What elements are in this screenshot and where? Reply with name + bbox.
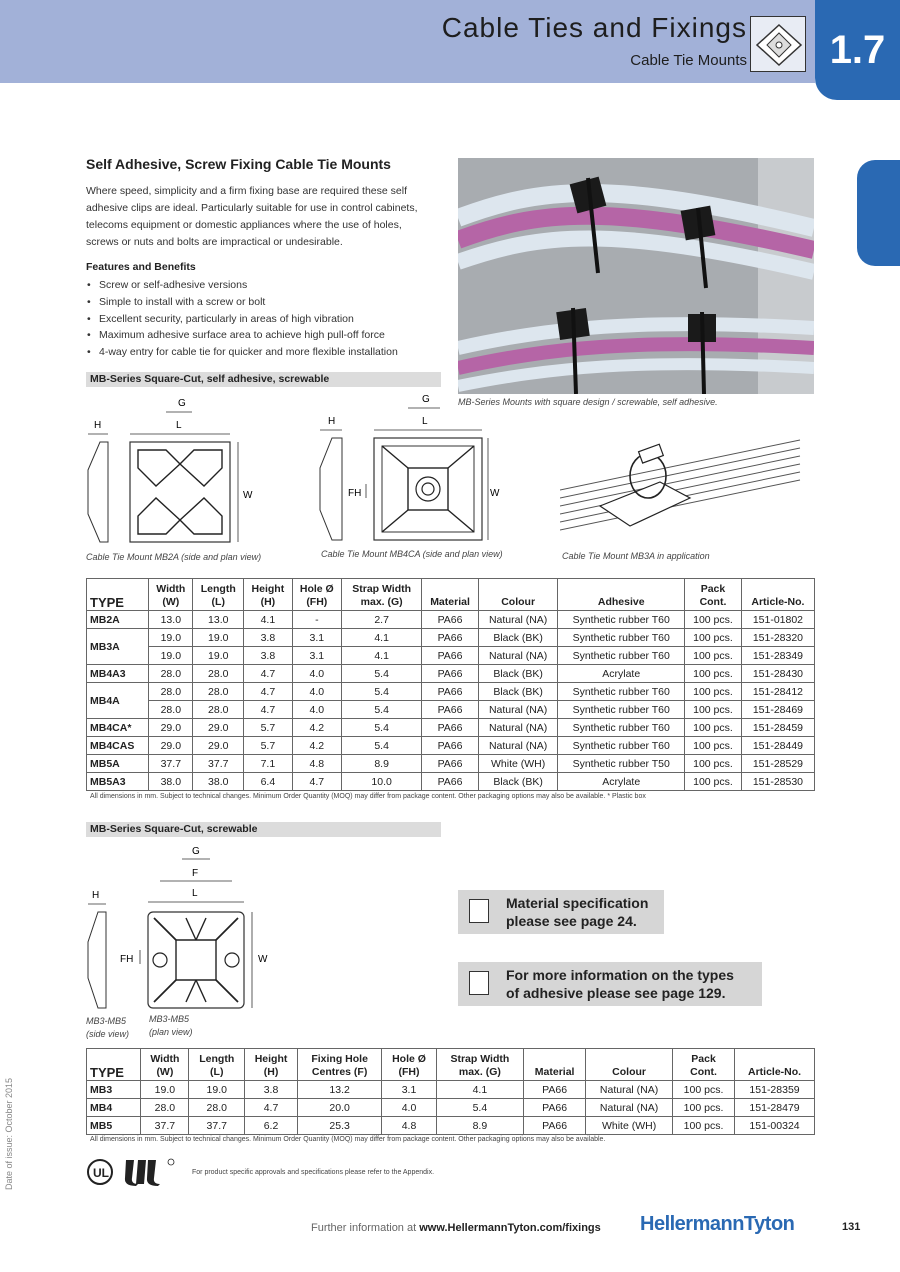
cell-mat: PA66 [422, 683, 479, 701]
mb4ca-drawing [318, 390, 508, 550]
list-item: • Maximum adhesive surface area to achieve high pull-off force [86, 327, 398, 344]
spec-table-self-adhesive [86, 578, 815, 791]
cell-mat: PA66 [422, 755, 479, 773]
issue-date: Date of issue: October 2015 [4, 1077, 14, 1190]
cell-w: 19.0 [141, 1081, 189, 1099]
features-list [86, 277, 398, 361]
cell-h: 4.7 [244, 683, 292, 701]
col-height: Height (H) [244, 579, 292, 611]
cell-mat: PA66 [422, 737, 479, 755]
cell-l: 28.0 [193, 701, 244, 719]
cell-h: 6.2 [245, 1117, 298, 1135]
cell-art: 151-28530 [741, 773, 814, 791]
cell-g: 5.4 [342, 701, 422, 719]
table-row [87, 1117, 815, 1135]
cell-col: Natural (NA) [478, 701, 557, 719]
cell-w: 19.0 [149, 647, 193, 665]
cell-col: White (WH) [586, 1117, 673, 1135]
col-colour: Colour [478, 579, 557, 611]
cell-type: MB5A [87, 755, 149, 773]
col-article: Article-No. [741, 579, 814, 611]
cell-h: 3.8 [244, 647, 292, 665]
cell-fh: 4.0 [292, 701, 342, 719]
dim-label-fh: FH [348, 488, 362, 499]
cell-fh: 4.2 [292, 737, 342, 755]
table-body [87, 1081, 815, 1135]
cell-art: 151-01802 [741, 611, 814, 629]
cell-g: 4.1 [342, 629, 422, 647]
cell-pack: 100 pcs. [685, 683, 742, 701]
col-adhesive: Adhesive [558, 579, 685, 611]
table-header-row [87, 1049, 815, 1081]
cell-g: 8.9 [436, 1117, 523, 1135]
table-row [87, 719, 815, 737]
cell-col: Natural (NA) [586, 1081, 673, 1099]
dim-label-l: L [192, 888, 198, 899]
section-number-tab: 1.7 [815, 0, 900, 100]
cell-h: 3.8 [244, 629, 292, 647]
col-hole: Hole Ø (FH) [382, 1049, 436, 1081]
cell-l: 28.0 [193, 665, 244, 683]
caption-plan-view: MB3-MB5 (plan view) [149, 1014, 193, 1037]
cell-col: Black (BK) [478, 773, 557, 791]
caption-mb2a: Cable Tie Mount MB2A (side and plan view) [86, 552, 262, 562]
table1-footnote: All dimensions in mm. Subject to technical changes. Minimum Order Quantity (MOQ) may differ from package content. Other packaging options may also be available. * Plastic box [90, 793, 646, 800]
col-fixing: Fixing Hole Centres (F) [297, 1049, 382, 1081]
dim-label-h: H [92, 890, 100, 901]
cell-fh: 4.2 [292, 719, 342, 737]
cell-w: 28.0 [149, 665, 193, 683]
cell-h: 4.7 [245, 1099, 298, 1117]
list-item: • Simple to install with a screw or bolt [86, 294, 398, 311]
cell-fh: 3.1 [382, 1081, 436, 1099]
dim-label-w: W [490, 488, 500, 499]
cell-l: 28.0 [193, 683, 244, 701]
col-pack: Pack Cont. [685, 579, 742, 611]
ul-logos [86, 1156, 186, 1190]
table-row [87, 1081, 815, 1099]
product-photo [458, 158, 814, 394]
cell-art: 151-28412 [741, 683, 814, 701]
cell-pack: 100 pcs. [685, 647, 742, 665]
cell-fh: 3.1 [292, 647, 342, 665]
cell-type: MB4A3 [87, 665, 149, 683]
cell-l: 37.7 [193, 755, 244, 773]
dim-label-l: L [176, 420, 182, 431]
table-header-row [87, 579, 815, 611]
cell-type: MB4 [87, 1099, 141, 1117]
cell-l: 28.0 [189, 1099, 245, 1117]
cable-tie-mount-icon [750, 16, 806, 72]
cell-pack: 100 pcs. [685, 737, 742, 755]
cell-mat: PA66 [422, 611, 479, 629]
col-length: Length (L) [189, 1049, 245, 1081]
cell-l: 29.0 [193, 719, 244, 737]
caption-side-view: MB3-MB5 (side view) [86, 1016, 130, 1039]
col-type: TYPE [87, 579, 149, 611]
cell-type: MB3A [87, 629, 149, 665]
dim-label-h: H [328, 416, 336, 427]
cell-h: 3.8 [245, 1081, 298, 1099]
dim-label-w: W [258, 954, 268, 965]
list-item: • Screw or self-adhesive versions [86, 277, 398, 294]
col-material: Material [524, 1049, 586, 1081]
page-subtitle: Cable Tie Mounts [630, 52, 747, 69]
cell-art: 151-00324 [735, 1117, 815, 1135]
col-height: Height (H) [245, 1049, 298, 1081]
cell-col: Black (BK) [478, 665, 557, 683]
col-width: Width (W) [149, 579, 193, 611]
cell-g: 5.4 [436, 1099, 523, 1117]
cell-type: MB3 [87, 1081, 141, 1099]
cell-g: 4.1 [436, 1081, 523, 1099]
info-box-adhesive: For more information on the types of adhesive please see page 129. [458, 962, 762, 1006]
cell-col: Natural (NA) [586, 1099, 673, 1117]
cell-h: 6.4 [244, 773, 292, 791]
caption-mb3a: Cable Tie Mount MB3A in application [562, 551, 710, 561]
cell-art: 151-28320 [741, 629, 814, 647]
cell-l: 29.0 [193, 737, 244, 755]
document-icon [469, 899, 489, 923]
cell-col: Natural (NA) [478, 611, 557, 629]
cell-type: MB4A [87, 683, 149, 719]
cell-h: 4.7 [244, 701, 292, 719]
cell-w: 28.0 [141, 1099, 189, 1117]
cell-type: MB4CAS [87, 737, 149, 755]
cell-g: 2.7 [342, 611, 422, 629]
cell-pack: 100 pcs. [673, 1117, 735, 1135]
col-article: Article-No. [735, 1049, 815, 1081]
table-row [87, 647, 815, 665]
table-row [87, 611, 815, 629]
cell-g: 5.4 [342, 665, 422, 683]
list-item: • Excellent security, particularly in areas of high vibration [86, 311, 398, 328]
cell-w: 37.7 [141, 1117, 189, 1135]
brand-logo: HellermannTyton [640, 1213, 795, 1235]
col-hole: Hole Ø (FH) [292, 579, 342, 611]
spec-table-screwable [86, 1048, 815, 1135]
cell-col: Black (BK) [478, 683, 557, 701]
dim-label-l: L [422, 416, 428, 427]
section-heading: Self Adhesive, Screw Fixing Cable Tie Mounts [86, 156, 391, 172]
cell-mat: PA66 [524, 1117, 586, 1135]
cell-w: 37.7 [149, 755, 193, 773]
cell-type: MB4CA* [87, 719, 149, 737]
cell-mat: PA66 [422, 647, 479, 665]
cell-mat: PA66 [524, 1081, 586, 1099]
cell-pack: 100 pcs. [685, 701, 742, 719]
cell-art: 151-28469 [741, 701, 814, 719]
dim-label-h: H [94, 420, 102, 431]
cell-l: 37.7 [189, 1117, 245, 1135]
cell-h: 4.7 [244, 665, 292, 683]
dim-label-g: G [422, 394, 430, 405]
cell-adh: Synthetic rubber T60 [558, 737, 685, 755]
cell-adh: Synthetic rubber T60 [558, 719, 685, 737]
dim-label-f: F [192, 868, 199, 879]
cell-adh: Acrylate [558, 773, 685, 791]
col-colour: Colour [586, 1049, 673, 1081]
cell-type: MB2A [87, 611, 149, 629]
cell-w: 28.0 [149, 683, 193, 701]
cell-fh: 4.8 [292, 755, 342, 773]
cell-mat: PA66 [422, 629, 479, 647]
cell-g: 10.0 [342, 773, 422, 791]
cell-adh: Synthetic rubber T50 [558, 755, 685, 773]
cell-w: 28.0 [149, 701, 193, 719]
cell-h: 5.7 [244, 737, 292, 755]
cell-g: 4.1 [342, 647, 422, 665]
mb3-mb5-drawing [86, 842, 276, 1018]
cell-art: 151-28459 [741, 719, 814, 737]
cell-l: 38.0 [193, 773, 244, 791]
cell-adh: Synthetic rubber T60 [558, 683, 685, 701]
cell-adh: Synthetic rubber T60 [558, 611, 685, 629]
cell-l: 19.0 [193, 629, 244, 647]
table-body [87, 611, 815, 791]
cell-col: White (WH) [478, 755, 557, 773]
cell-w: 29.0 [149, 719, 193, 737]
cell-art: 151-28449 [741, 737, 814, 755]
section1-label: MB-Series Square-Cut, self adhesive, screwable [86, 372, 441, 387]
dim-label-g: G [192, 846, 200, 857]
cell-l: 19.0 [189, 1081, 245, 1099]
cell-pack: 100 pcs. [673, 1081, 735, 1099]
cell-pack: 100 pcs. [685, 629, 742, 647]
cell-art: 151-28359 [735, 1081, 815, 1099]
cell-w: 38.0 [149, 773, 193, 791]
cell-pack: 100 pcs. [685, 665, 742, 683]
cell-g: 5.4 [342, 719, 422, 737]
cell-mat: PA66 [422, 701, 479, 719]
approval-note: For product specific approvals and specifications please refer to the Appendix. [192, 1169, 435, 1176]
cell-pack: 100 pcs. [685, 719, 742, 737]
cell-type: MB5 [87, 1117, 141, 1135]
cell-art: 151-28349 [741, 647, 814, 665]
col-length: Length (L) [193, 579, 244, 611]
cell-f: 25.3 [297, 1117, 382, 1135]
table-row [87, 629, 815, 647]
dim-label-g: G [178, 398, 186, 409]
cell-adh: Acrylate [558, 665, 685, 683]
cell-h: 4.1 [244, 611, 292, 629]
cell-mat: PA66 [422, 665, 479, 683]
list-item: • 4-way entry for cable tie for quicker and more flexible installation [86, 344, 398, 361]
cell-w: 29.0 [149, 737, 193, 755]
cell-g: 8.9 [342, 755, 422, 773]
cell-col: Black (BK) [478, 629, 557, 647]
cell-col: Natural (NA) [478, 737, 557, 755]
cell-l: 13.0 [193, 611, 244, 629]
table-row [87, 773, 815, 791]
cell-w: 13.0 [149, 611, 193, 629]
cell-fh: 4.0 [292, 665, 342, 683]
photo-caption: MB-Series Mounts with square design / screwable, self adhesive. [458, 397, 718, 407]
cell-col: Natural (NA) [478, 647, 557, 665]
cell-f: 13.2 [297, 1081, 382, 1099]
col-material: Material [422, 579, 479, 611]
cell-mat: PA66 [422, 773, 479, 791]
cell-adh: Synthetic rubber T60 [558, 629, 685, 647]
footer-info: Further information at www.HellermannTyton.com/fixings [311, 1222, 601, 1234]
document-icon [469, 971, 489, 995]
cell-fh: - [292, 611, 342, 629]
cell-fh: 4.8 [382, 1117, 436, 1135]
cell-g: 5.4 [342, 737, 422, 755]
svg-text:UL: UL [93, 1166, 109, 1180]
cell-col: Natural (NA) [478, 719, 557, 737]
dim-label-fh: FH [120, 954, 134, 965]
page-number: 131 [842, 1221, 861, 1233]
cell-art: 151-28529 [741, 755, 814, 773]
table-row [87, 683, 815, 701]
features-heading: Features and Benefits [86, 261, 196, 273]
cell-pack: 100 pcs. [673, 1099, 735, 1117]
cell-mat: PA66 [422, 719, 479, 737]
cell-art: 151-28430 [741, 665, 814, 683]
col-width: Width (W) [141, 1049, 189, 1081]
cell-h: 5.7 [244, 719, 292, 737]
page-title: Cable Ties and Fixings [441, 12, 747, 43]
mb3a-application-drawing [560, 430, 810, 550]
footer-link[interactable]: www.HellermannTyton.com/fixings [419, 1222, 601, 1234]
cell-adh: Synthetic rubber T60 [558, 647, 685, 665]
col-strap: Strap Width max. (G) [436, 1049, 523, 1081]
caption-mb4ca: Cable Tie Mount MB4CA (side and plan view) [321, 549, 503, 559]
cell-l: 19.0 [193, 647, 244, 665]
cell-art: 151-28479 [735, 1099, 815, 1117]
cell-type: MB5A3 [87, 773, 149, 791]
table-row [87, 665, 815, 683]
cell-mat: PA66 [524, 1099, 586, 1117]
cell-w: 19.0 [149, 629, 193, 647]
cell-pack: 100 pcs. [685, 755, 742, 773]
intro-paragraph: Where speed, simplicity and a firm fixing base are required these self adhesive clips are ideal. Particularly suitable for use in control cabinets, telecoms equipment or domestic appliances where the use of holes, screws or nuts and bolts are impractical or undesirable. [86, 185, 418, 248]
col-type: TYPE [87, 1049, 141, 1081]
info-box-material: Material specification please see page 24. [458, 890, 664, 934]
col-pack: Pack Cont. [673, 1049, 735, 1081]
table2-footnote: All dimensions in mm. Subject to technical changes. Minimum Order Quantity (MOQ) may differ from package content. Other packaging options may also be available. [90, 1136, 606, 1143]
mb2a-drawing [86, 394, 256, 554]
table-row [87, 755, 815, 773]
cell-h: 7.1 [244, 755, 292, 773]
cell-fh: 4.7 [292, 773, 342, 791]
col-strap: Strap Width max. (G) [342, 579, 422, 611]
cell-fh: 3.1 [292, 629, 342, 647]
dim-label-w: W [243, 490, 253, 501]
cell-adh: Synthetic rubber T60 [558, 701, 685, 719]
cell-pack: 100 pcs. [685, 611, 742, 629]
cell-pack: 100 pcs. [685, 773, 742, 791]
side-index-tab [857, 160, 900, 266]
table-row [87, 737, 815, 755]
section2-label: MB-Series Square-Cut, screwable [86, 822, 441, 837]
cell-f: 20.0 [297, 1099, 382, 1117]
table-row [87, 1099, 815, 1117]
cell-g: 5.4 [342, 683, 422, 701]
cell-fh: 4.0 [292, 683, 342, 701]
cell-fh: 4.0 [382, 1099, 436, 1117]
table-row [87, 701, 815, 719]
